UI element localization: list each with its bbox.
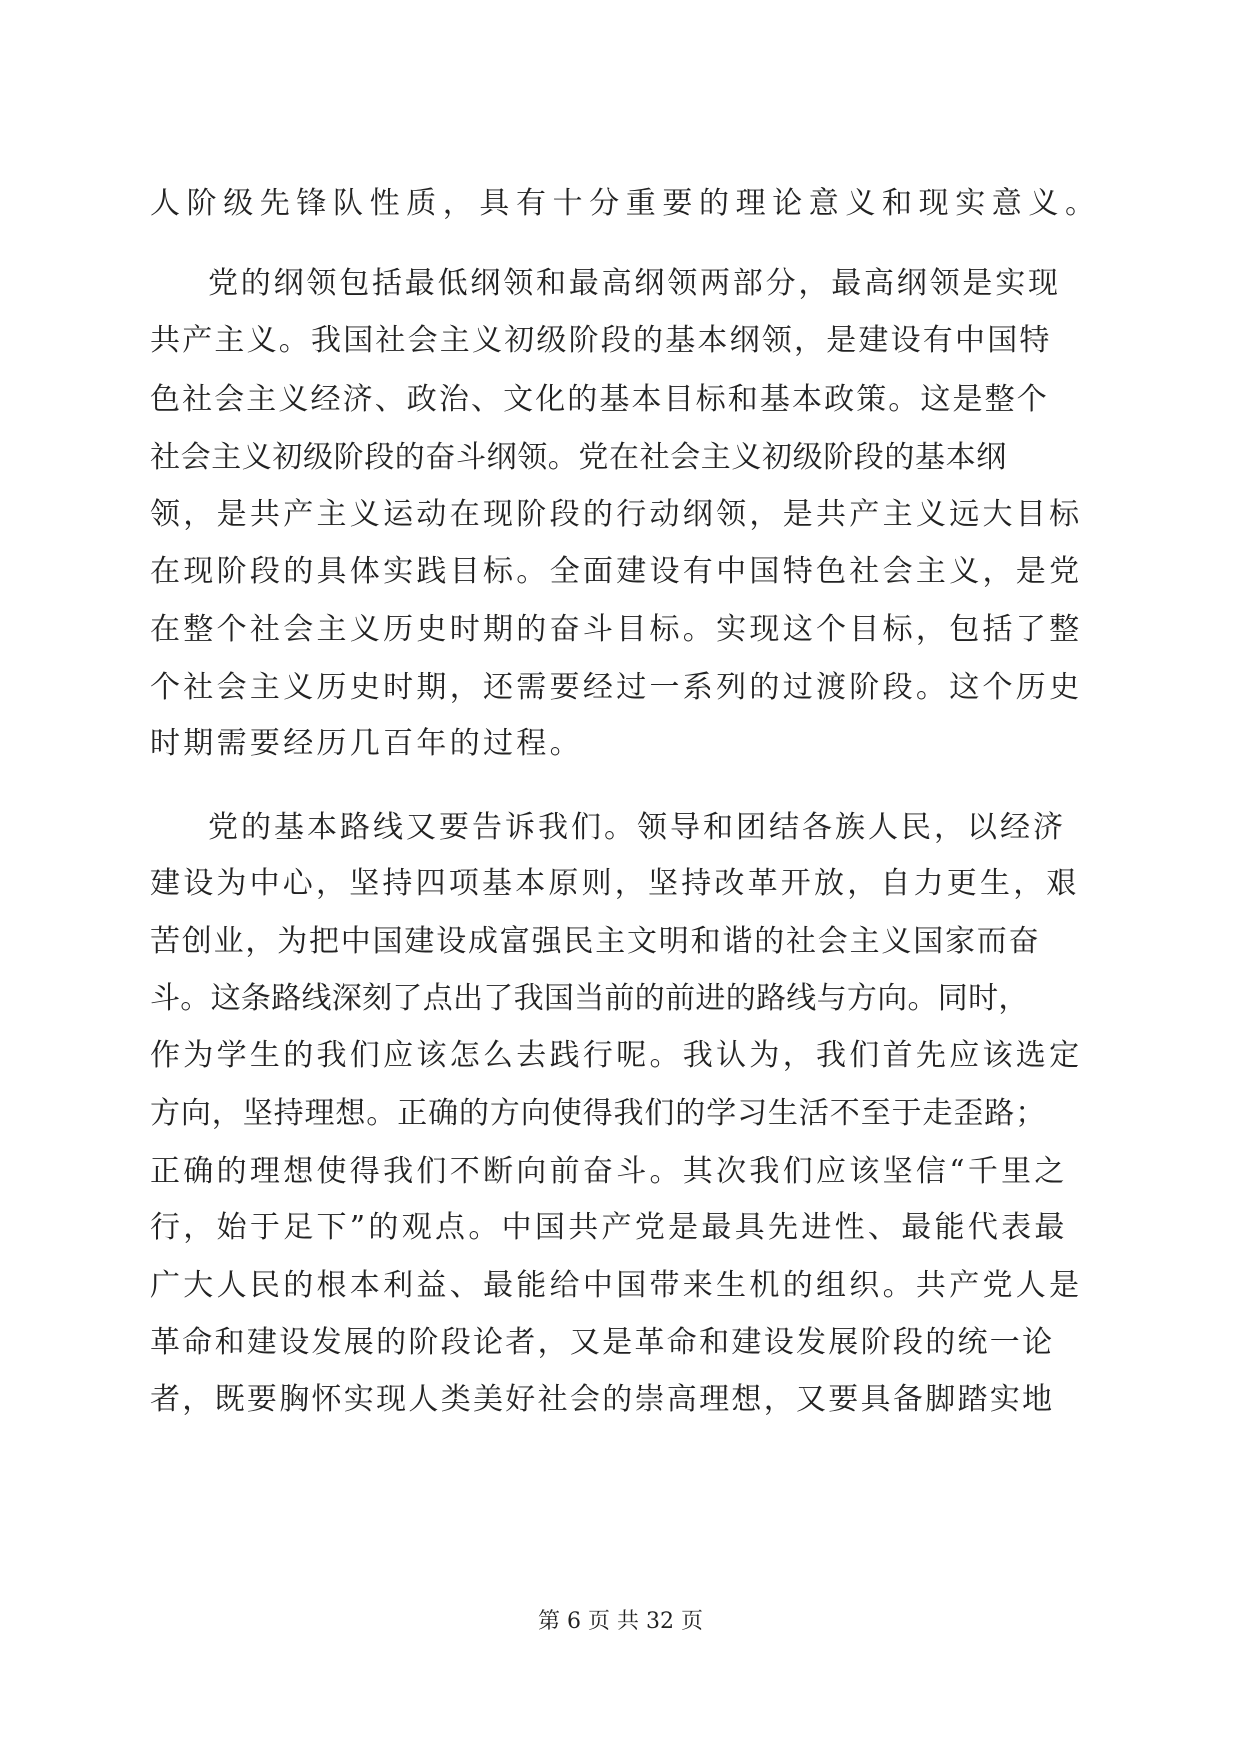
text-line: 建设为中心，坚持四项基本原则，坚持改革开放，自力更生，艰 bbox=[150, 866, 1080, 901]
text-line: 色社会主义经济、政治、文化的基本目标和基本政策。这是整个 bbox=[150, 382, 1049, 417]
text-line: 者，既要胸怀实现人类美好社会的崇高理想，又要具备脚踏实地 bbox=[150, 1382, 1055, 1417]
text-line: 个社会主义历史时期，还需要经过一系列的过渡阶段。这个历史 bbox=[150, 670, 1083, 705]
text-line: 党的纲领包括最低纲领和最高纲领两部分，最高纲领是实现 bbox=[208, 266, 1061, 301]
text-line: 苦创业，为把中国建设成富强民主文明和谐的社会主义国家而奋 bbox=[150, 924, 1041, 959]
text-line: 行，始于足下”的观点。中国共产党是最具先进性、最能代表最 bbox=[150, 1210, 1068, 1245]
text-line: 人阶级先锋队性质，具有十分重要的理论意义和现实意义。 bbox=[150, 186, 1102, 221]
text-line: 方向，坚持理想。正确的方向使得我们的学习生活不至于走歪路； bbox=[150, 1096, 1047, 1131]
text-line: 在整个社会主义历史时期的奋斗目标。实现这个目标，包括了整 bbox=[150, 612, 1083, 647]
text-line: 广大人民的根本利益、最能给中国带来生机的组织。共产党人是 bbox=[150, 1268, 1083, 1303]
text-line: 正确的理想使得我们不断向前奋斗。其次我们应该坚信“千里之 bbox=[150, 1154, 1068, 1189]
text-line: 在现阶段的具体实践目标。全面建设有中国特色社会主义，是党 bbox=[150, 554, 1083, 589]
text-line: 党的基本路线又要告诉我们。领导和团结各族人民，以经济 bbox=[208, 810, 1066, 845]
text-line: 斗。这条路线深刻了点出了我国当前的前进的路线与方向。同时， bbox=[150, 981, 1029, 1016]
text-line: 社会主义初级阶段的奋斗纲领。党在社会主义初级阶段的基本纲 bbox=[150, 440, 1007, 475]
text-line: 作为学生的我们应该怎么去践行呢。我认为，我们首先应该选定 bbox=[150, 1038, 1083, 1073]
text-line: 共产主义。我国社会主义初级阶段的基本纲领，是建设有中国特 bbox=[150, 323, 1052, 358]
text-line: 时期需要经历几百年的过程。 bbox=[150, 726, 583, 761]
text-line: 领，是共产主义运动在现阶段的行动纲领，是共产主义远大目标 bbox=[150, 497, 1083, 532]
page-number-footer: 第 6 页 共 32 页 bbox=[538, 1609, 703, 1634]
text-line: 革命和建设发展的阶段论者，又是革命和建设发展阶段的统一论 bbox=[150, 1325, 1055, 1360]
